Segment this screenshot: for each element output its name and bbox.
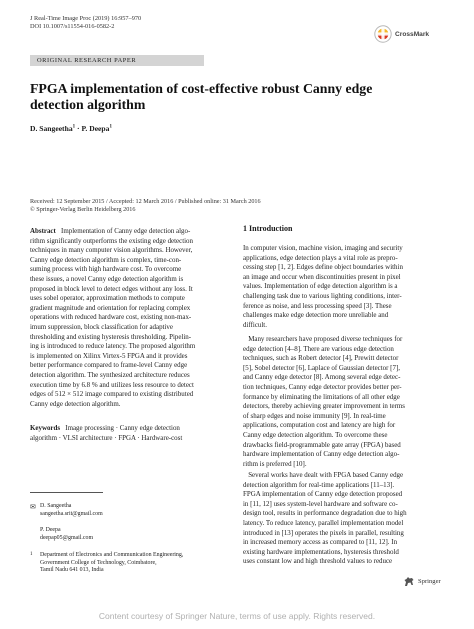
journal-header bbox=[30, 15, 141, 31]
intro-line: an image and occur when discontinuities present in pixel bbox=[243, 272, 401, 281]
affiliation-line-2: Government College of Technology, Coimbatore, bbox=[40, 559, 157, 566]
intro-line: values. Implementation of edge detection algorithm is a bbox=[243, 282, 398, 291]
keywords bbox=[30, 424, 229, 443]
corresponding-author-email[interactable]: sangeetha.srit@gmail.com bbox=[40, 510, 103, 517]
abstract-line: detection algorithm. The synthesized architecture reduces bbox=[30, 370, 190, 379]
history-line: Received: 12 September 2015 / Accepted: 12 March 2016 / Published online: 31 March 2016 bbox=[30, 198, 261, 205]
abstract-line: edges of 512 × 512 image compared to existing distributed bbox=[30, 390, 194, 399]
keywords-line-2: algorithm · VLSI architecture · FPGA · Hardware-cost bbox=[30, 433, 183, 442]
intro-line: introduced in [13] operates the pixels in parallel, resulting bbox=[243, 528, 404, 537]
author-1-affiliation: 1 bbox=[72, 124, 76, 130]
crossmark-label: CrossMark bbox=[395, 30, 430, 38]
intro-line: in [11, 12] uses system-level hardware and software co- bbox=[243, 499, 398, 508]
author-separator: · bbox=[75, 124, 82, 133]
springer-horse-icon bbox=[403, 576, 415, 587]
affiliation-marker: 1 bbox=[30, 552, 33, 557]
intro-line: applications, computation cost and latency are high for bbox=[243, 421, 396, 430]
intro-line: Many researchers have proposed diverse techniques for bbox=[248, 335, 403, 343]
intro-line: challenges make edge detection more unreliable and bbox=[243, 311, 389, 320]
intro-line: detection algorithm for real-time applications [11–13]. bbox=[243, 480, 395, 489]
abstract-line: is implemented on Xilinx Virtex-5 FPGA and it provides bbox=[30, 351, 188, 360]
coauthor-contact bbox=[40, 527, 93, 542]
article-title bbox=[30, 81, 450, 113]
intro-paragraph-3 bbox=[243, 471, 447, 567]
corresponding-author-name: D. Sangeetha bbox=[40, 503, 72, 509]
abstract-line: thresholding and existing hysteresis thresholding. Pipelin- bbox=[30, 332, 192, 341]
coauthor-name: P. Deepa bbox=[40, 527, 61, 533]
corresponding-author bbox=[40, 503, 103, 518]
content-courtesy-footer: Content courtesy of Springer Nature, terms of use apply. Rights reserved. bbox=[98, 611, 376, 621]
abstract-line: Abstract Implementation of Canny edge detection algo- bbox=[30, 227, 191, 235]
intro-line: ference as noise, and less processing speed [3]. These bbox=[243, 301, 392, 310]
section-heading-introduction: 1 Introduction bbox=[243, 224, 293, 233]
copyright-line: © Springer-Verlag Berlin Heidelberg 2016 bbox=[30, 206, 136, 214]
abstract-line: Canny edge detection algorithm. bbox=[30, 399, 121, 408]
abstract-line: rithm significantly outperforms the existing edge detection bbox=[30, 236, 193, 245]
abstract-line: better performance compared to frame-level Canny edge bbox=[30, 361, 188, 370]
intro-line: detectors, thereby achieving greater improvement in terms bbox=[243, 402, 406, 411]
abstract-line: proposed in block level to detect edges without any loss. It bbox=[30, 284, 193, 293]
intro-line: difficult. bbox=[243, 320, 267, 329]
abstract bbox=[30, 227, 229, 409]
title-line-1: FPGA implementation of cost-effective robust Canny edge bbox=[30, 81, 373, 96]
intro-line: tion techniques, Canny edge detector provides better per- bbox=[243, 382, 402, 391]
springer-label: Springer bbox=[418, 578, 441, 585]
intro-line: Several works have dealt with FPGA based Canny edge bbox=[248, 471, 404, 479]
abstract-line: Canny edge detection algorithm is complex, time-con- bbox=[30, 255, 182, 264]
abstract-line: techniques in many computer vision algorithms. However, bbox=[30, 246, 193, 255]
intro-line: of sharp edges and noise immunity [9]. In real-time bbox=[243, 411, 386, 420]
abstract-line: ing is introduced to reduce latency. The proposed algorithm bbox=[30, 342, 196, 351]
author-2-affiliation: 1 bbox=[109, 124, 112, 130]
intro-line: applications, edge detection plays a vital role as prepro- bbox=[243, 253, 398, 262]
intro-line: drawbacks field-programmable gate array (FPGA) based bbox=[243, 440, 401, 449]
affiliation-line-1: Department of Electronics and Communication Engineering, bbox=[40, 552, 184, 558]
intro-line: in increased memory access as compared to [11, 12]. In bbox=[243, 538, 398, 547]
abstract-line: uses sobel operator, approximation methods to compute bbox=[30, 294, 185, 303]
intro-line: FPGA implementation of Canny edge detection proposed bbox=[243, 490, 403, 499]
envelope-icon: ✉ bbox=[30, 503, 36, 511]
author-2[interactable]: P. Deepa bbox=[81, 124, 110, 133]
intro-line: hardware implementation of Canny edge detection algo- bbox=[243, 450, 400, 459]
intro-paragraph-1 bbox=[243, 244, 447, 330]
crossmark-icon bbox=[374, 25, 392, 43]
intro-line: In computer vision, machine vision, imaging and security bbox=[243, 244, 403, 252]
intro-line: edge detection [4–8]. There are various edge detection bbox=[243, 344, 394, 353]
intro-line: Canny edge detection algorithm. To overcome these bbox=[243, 430, 388, 439]
abstract-line: gradient magnitude and orientation for replacing complex bbox=[30, 303, 191, 312]
intro-paragraph-2 bbox=[243, 335, 447, 469]
intro-line: challenging task due to various lighting conditions, inter- bbox=[243, 291, 402, 300]
intro-line: rithm is preferred [10]. bbox=[243, 459, 307, 468]
abstract-heading: Abstract bbox=[30, 227, 56, 235]
springer-logo bbox=[403, 576, 441, 587]
coauthor-email[interactable]: deepap05@gmail.com bbox=[40, 534, 94, 541]
doi[interactable]: DOI 10.1007/s11554-016-0582-2 bbox=[30, 23, 115, 31]
intro-line: formance by eliminating the limitations of all other edge bbox=[243, 392, 400, 401]
footnote-divider bbox=[30, 492, 103, 493]
crossmark-badge[interactable] bbox=[374, 24, 440, 44]
intro-line: existing hardware implementations, hysteresis threshold bbox=[243, 547, 399, 556]
affiliation bbox=[40, 552, 183, 575]
abstract-line: execution time by 6.8 % and utilizes less resource to detect bbox=[30, 380, 194, 389]
article-type-banner bbox=[30, 55, 204, 66]
keywords-line-1: Keywords Image processing · Canny edge detection bbox=[30, 424, 180, 432]
author-list bbox=[30, 124, 112, 133]
keywords-heading: Keywords bbox=[30, 424, 61, 432]
journal-citation: J Real-Time Image Proc (2019) 16:957–970 bbox=[30, 15, 142, 22]
abstract-line: suming process with high hardware cost. To overcome bbox=[30, 265, 182, 274]
abstract-line: imum suppression, block classification for adaptive bbox=[30, 322, 173, 331]
intro-line: cessing step [1, 2]. Edges define object boundaries within bbox=[243, 263, 403, 272]
intro-line: uses constant low and high threshold values to reduce bbox=[243, 557, 393, 566]
intro-line: techniques, such as Robert detector [4], Prewitt detector bbox=[243, 354, 399, 363]
intro-line: design tool, results in performance degradation due to high bbox=[243, 509, 407, 518]
abstract-line: operations with reduced hardware cost, existing non-max- bbox=[30, 313, 192, 322]
title-line-2: detection algorithm bbox=[30, 97, 146, 112]
article-type-label: ORIGINAL RESEARCH PAPER bbox=[37, 56, 137, 64]
author-1[interactable]: D. Sangeetha bbox=[30, 124, 73, 133]
intro-line: and Canny edge detector [8]. Among several edge detec- bbox=[243, 373, 401, 382]
intro-line: latency. To reduce latency, parallel implementation model bbox=[243, 518, 404, 527]
affiliation-line-3: Tamil Nadu 641 013, India bbox=[40, 567, 104, 574]
intro-line: [5], Sobel detector [6], Laplace of Gaussian detector [7], bbox=[243, 363, 400, 372]
abstract-line: these issues, a novel Canny edge detection algorithm is bbox=[30, 274, 184, 283]
publication-dates bbox=[30, 198, 261, 214]
